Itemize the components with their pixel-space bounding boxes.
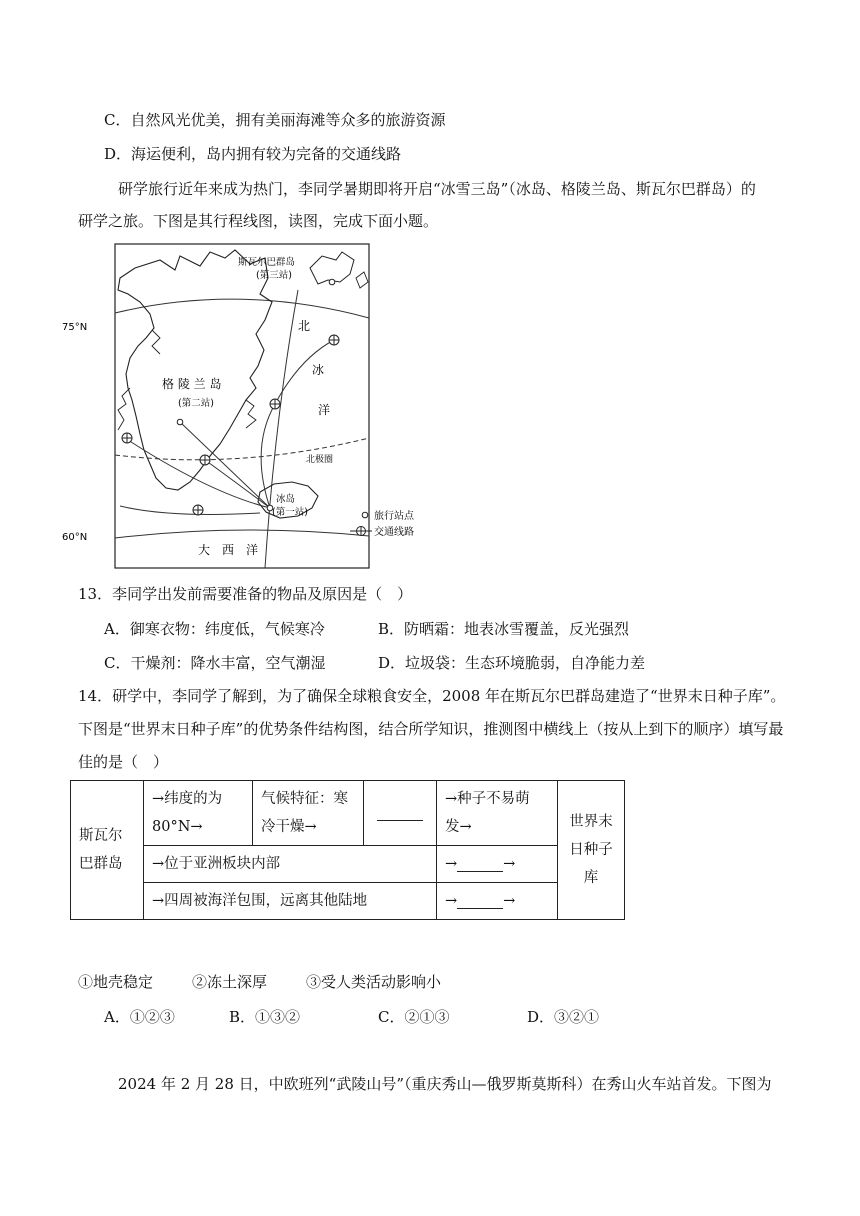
route-diagonal [180,422,270,508]
q14-item-3: ③受人类活动影响小 [306,973,442,991]
lat-75-line [115,299,369,318]
arctic-label-1: 北 [298,319,311,333]
route-map [60,238,440,576]
cell-blank-3: → → [437,883,558,920]
arctic-label-3: 洋 [318,403,331,417]
arctic-circle-label: 北极圈 [306,455,334,465]
q14-stem-2: 下图是“世界末日种子库”的优势条件结构图，结合所学知识，推测图中横线上（按从上到下的顺序）填写最 [78,720,784,738]
seed-vault-structure-table [70,780,625,920]
greenland-label: 格 陵 兰 岛 [162,377,222,391]
greenland-shape [118,250,272,490]
iceland-stop-label: (第一站) [272,507,308,518]
q14-items-row [0,972,860,992]
arctic-label-2: 冰 [312,363,325,377]
q13-option-b[interactable]: B．防晒霜：地表冰雪覆盖，反光强烈 [378,620,630,638]
option-c-prev: C．自然风光优美，拥有美丽海滩等众多的旅游资源 [104,111,446,129]
intro-line-2: 研学之旅。下图是其行程线图，读图，完成下面小题。 [78,212,439,230]
blank-line-1 [377,806,423,821]
cell-climate: 气候特征：寒 冷干燥→ [253,781,364,846]
q13-option-d[interactable]: D．垃圾袋：生态环境脆弱，自净能力差 [378,654,646,672]
station-svalbard [329,279,335,285]
route-west-arc [128,440,270,508]
route-east-arc [275,340,334,404]
atlantic-label: 大 西 洋 [198,543,259,557]
legend-station-label: 旅行站点 [374,511,414,522]
route-marker-1 [122,433,132,443]
blank-line-3 [457,894,503,909]
q14-item-1: ①地壳稳定 [78,973,154,991]
route-marker-2 [200,455,210,465]
route-mid [205,460,270,508]
legend-route-label: 交通线路 [374,527,414,538]
q14-option-b[interactable]: B．①③② [229,1008,301,1026]
route-marker-5 [193,505,203,515]
cell-latitude: →纬度的为 80°N→ [144,781,253,846]
meridian-line [265,290,298,568]
q14-option-a[interactable]: A．①②③ [104,1008,175,1026]
cell-blank-1 [364,781,437,846]
svalbard-stop-label: (第三站) [256,270,292,281]
q13-option-a[interactable]: A．御寒衣物：纬度低，气候寒冷 [104,620,325,638]
blank-line-2 [457,857,503,872]
lat-60-line [115,530,369,538]
greenland-stop-label: (第二站) [178,398,214,409]
route-marker-4 [329,335,339,345]
table-left-cell: 斯瓦尔 巴群岛 [71,781,144,920]
q14-stem-3: 佳的是（ ） [78,753,169,771]
lat-60-label: 60°N [62,532,88,543]
route-south [120,506,260,514]
route-marker-3 [270,399,280,409]
q13-options-row-2 [0,653,860,673]
q13-options-row-1 [0,619,860,639]
q13-stem: 13．李同学出发前需要准备的物品及原因是（ ） [78,585,413,603]
svalbard-label: 斯瓦尔巴群岛 [238,257,296,268]
q13-option-c[interactable]: C．干燥剂：降水丰富，空气潮湿 [104,654,326,672]
cell-ocean: →四周被海洋包围，远离其他陆地 [144,883,437,920]
legend-station-symbol [362,512,368,518]
next-intro: 2024 年 2 月 28 日，中欧班列“武陵山号”（重庆秀山—俄罗斯莫斯科）在秀山火车站首发。下图为 [118,1075,772,1093]
q14-option-c[interactable]: C．②①③ [378,1008,450,1026]
cell-plate: →位于亚洲板块内部 [144,846,437,883]
q14-stem-1: 14．研学中，李同学了解到，为了确保全球粮食安全，2008 年在斯瓦尔巴群岛建造了“世界末日种子库”。 [78,687,786,705]
intro-line-1: 研学旅行近年来成为热门，李同学暑期即将开启“冰雪三岛”（冰岛、格陵兰岛、斯瓦尔巴群岛）的 [118,180,756,198]
cell-seed: →种子不易萌 发→ [437,781,558,846]
q14-option-d[interactable]: D．③②① [527,1008,600,1026]
station-greenland [177,419,183,425]
iceland-label: 冰岛 [276,494,296,505]
q14-item-2: ②冻土深厚 [192,973,268,991]
option-d-prev: D．海运便利，岛内拥有较为完备的交通线路 [104,145,402,163]
table-right-cell: 世界末 日种子 库 [558,781,625,920]
lat-75-label: 75°N [62,322,88,333]
cell-blank-2: → → [437,846,558,883]
q14-options-row [0,1007,860,1027]
